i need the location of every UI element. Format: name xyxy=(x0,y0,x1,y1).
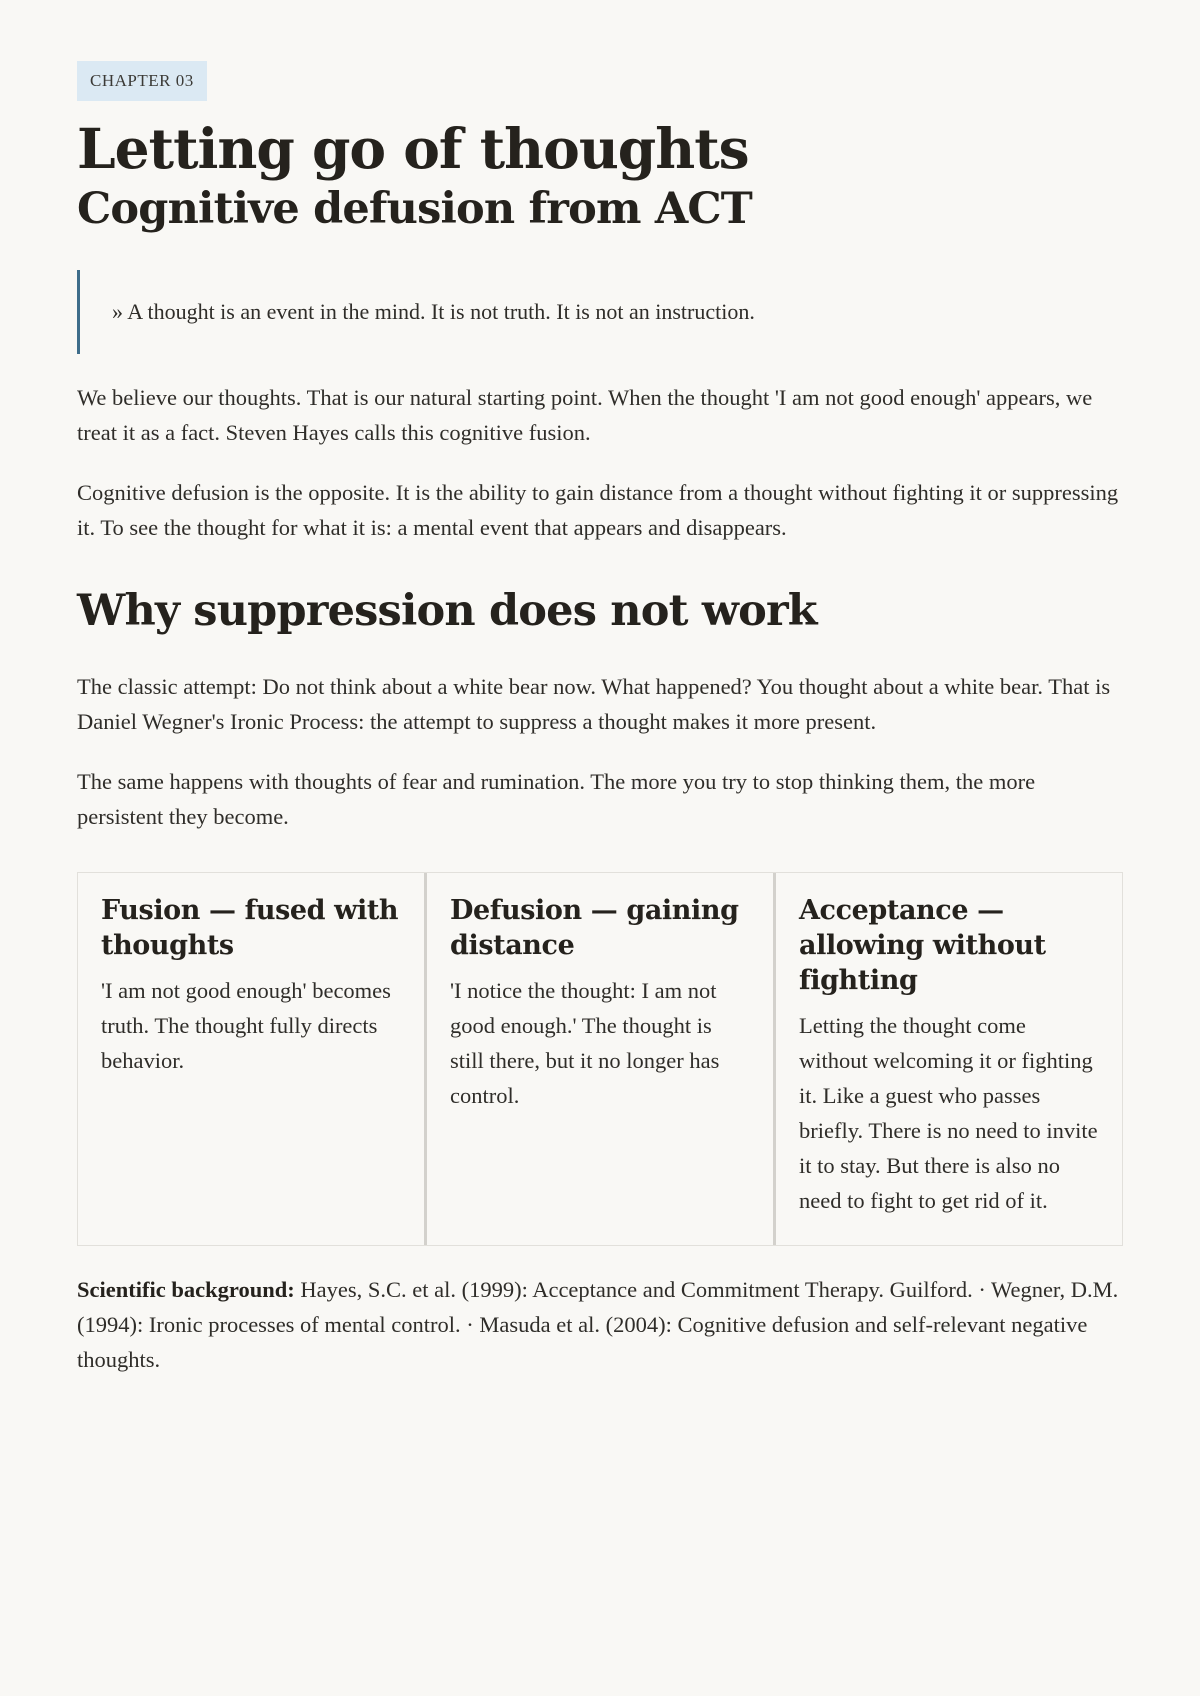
document-page xyxy=(77,61,1123,1377)
intro-paragraph-2: Cognitive defusion is the opposite. It is the ability to gain distance from a thought without fighting it or suppressing it. To see the thought for what it is: a mental event that appears and disappears. xyxy=(77,480,1119,540)
card-title: Fusion — fused with thoughts xyxy=(101,895,399,961)
chapter-badge: CHAPTER 03 xyxy=(77,61,207,101)
page-title: Letting go of thoughts xyxy=(77,116,749,181)
card-title: Acceptance — allowing without fighting xyxy=(799,895,1046,996)
references xyxy=(77,1272,1123,1377)
references-label: Scientific background: xyxy=(77,1277,295,1302)
section-heading: Why suppression does not work xyxy=(77,586,817,636)
references-text: Hayes, S.C. et al. (1999): Acceptance and Commitment Therapy. Guilford. · Wegner, D.M. (1994): Ironic processes of mental control. · Masuda et al. (2004): Cognitive defusion and self-relevant negative thoughts. xyxy=(77,1277,1119,1372)
section-paragraph-1: The classic attempt: Do not think about a white bear now. What happened? You thought about a white bear. That is Daniel Wegner's Ironic Process: the attempt to suppress a thought makes it more present. xyxy=(77,674,1111,734)
section-paragraph-2: The same happens with thoughts of fear and rumination. The more you try to stop thinking them, the more persistent they become. xyxy=(77,769,1036,829)
page-subtitle: Cognitive defusion from ACT xyxy=(77,184,753,234)
card-defusion xyxy=(424,873,773,1245)
intro-paragraph-1: We believe our thoughts. That is our natural starting point. When the thought 'I am not good enough' appears, we treat it as a fact. Steven Hayes calls this cognitive fusion. xyxy=(77,385,1093,445)
card-text: 'I notice the thought: I am not good enough.' The thought is still there, but it no longer has control. xyxy=(450,978,720,1108)
card-text: Letting the thought come without welcoming it or fighting it. Like a guest who passes briefly. There is no need to invite it to stay. But there is also no need to fight to get rid of it. xyxy=(799,1013,1098,1213)
card-title: Defusion — gaining distance xyxy=(450,895,739,961)
concept-cards xyxy=(77,872,1123,1246)
pull-quote: » A thought is an event in the mind. It is not truth. It is not an instruction. xyxy=(77,270,1123,354)
card-text: 'I am not good enough' becomes truth. The thought fully directs behavior. xyxy=(101,978,391,1073)
card-fusion xyxy=(78,873,424,1245)
card-acceptance xyxy=(773,873,1122,1245)
